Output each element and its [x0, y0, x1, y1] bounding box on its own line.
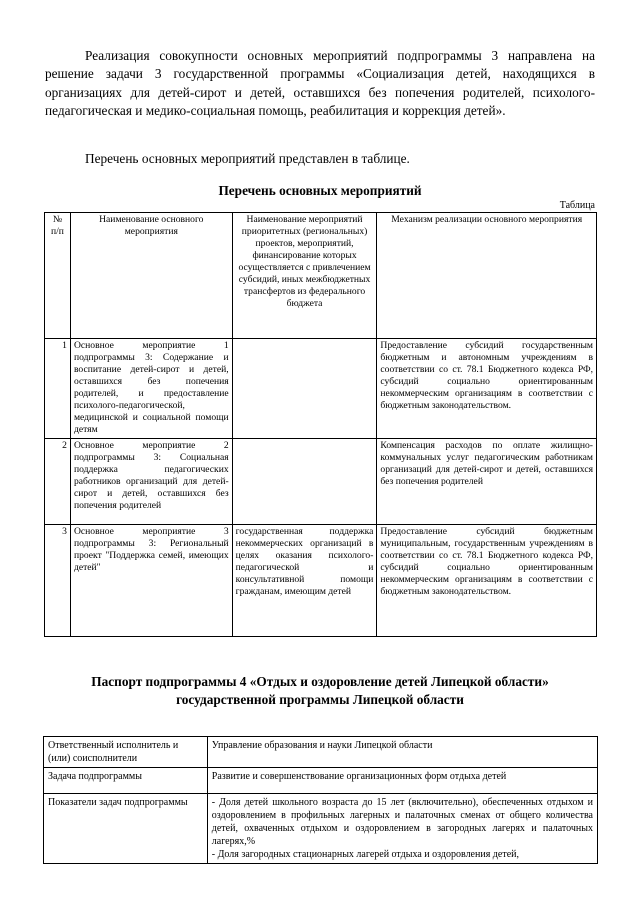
passport-row-label: Задача подпрограммы: [44, 768, 208, 794]
passport-row: [44, 768, 598, 794]
row-num: 1: [45, 339, 71, 439]
row-projects: [232, 339, 377, 439]
row-projects: государственная поддержка некоммерческих организаций в целях оказания психолого-педагогической и консультативной помощи гражданам, имеющим детей: [232, 525, 377, 637]
table-header-row: [45, 213, 597, 339]
intro-paragraph: Реализация совокупности основных мероприятий подпрограммы 3 направлена на решение задачи 3 государственной программы «Социализация детей, находящихся в организациях для детей-сирот и детей, оставшихся без попечения родителей, психолого-педагогическая и медико-социальная помощь, реабилитация и коррекция детей».: [45, 48, 595, 118]
row-name: Основное мероприятие 3 подпрограммы 3: Региональный проект "Поддержка семей, имеющих детей": [70, 525, 232, 637]
passport-row-value: Развитие и совершенствование организационных форм отдыха детей: [207, 768, 597, 794]
intro-paragraph-table-ref: Перечень основных мероприятий представлен в таблице.: [85, 151, 410, 166]
row-num: 2: [45, 439, 71, 525]
table-row: [45, 339, 597, 439]
row-mechanism: Компенсация расходов по оплате жилищно-коммунальных услуг педагогическим работникам организаций для детей-сирот и детей, оставшихся без попечения родителей: [377, 439, 597, 525]
passport-row: [44, 794, 598, 864]
header-projects: Наименование мероприятий приоритетных (региональных) проектов, мероприятий, финансирование которых осуществляется с привлечением субсидий, иных межбюджетных трансфертов из федерального бюджета: [232, 213, 377, 339]
passport-title: Паспорт подпрограммы 4 «Отдых и оздоровление детей Липецкой области»: [91, 674, 549, 689]
table-row: [45, 525, 597, 637]
passport-subtitle: государственной программы Липецкой области: [176, 692, 464, 707]
row-mechanism: Предоставление субсидий государственным бюджетным и автономным учреждениям в соответствии со ст. 78.1 Бюджетного кодекса РФ, субсидий социально ориентированным некоммерческим организациям в соответствии с бюджетным законодательством.: [377, 339, 597, 439]
row-projects: [232, 439, 377, 525]
table-label: Таблица: [559, 200, 595, 211]
passport-row: [44, 737, 598, 768]
header-num: № п/п: [45, 213, 71, 339]
table-row: [45, 439, 597, 525]
passport-row-value: - Доля детей школьного возраста до 15 лет (включительно), обеспеченных отдыхом и оздоровлением в профильных лагерных и палаточных сменах от общего количества детей, охваченных отдыхом и оздоровлением в загородных лагерях и палаточных лагерях,% - Доля загородных стационарных лагерей отдыха и оздоровления детей,: [207, 794, 597, 864]
row-name: Основное мероприятие 2 подпрограммы 3: Социальная поддержка педагогических работников организаций для детей-сирот и детей, оставшихся без попечения родителей: [70, 439, 232, 525]
row-num: 3: [45, 525, 71, 637]
row-mechanism: Предоставление субсидий бюджетным муниципальным, государственным учреждениям в соответствии со ст. 78.1 Бюджетного кодекса РФ, субсидий социально ориентированным некоммерческим организациям в соответствии с бюджетным законодательством.: [377, 525, 597, 637]
header-name: Наименование основного мероприятия: [70, 213, 232, 339]
header-mechanism: Механизм реализации основного мероприятия: [377, 213, 597, 339]
row-name: Основное мероприятие 1 подпрограммы 3: Содержание и воспитание детей-сирот и детей, оставшихся без попечения родителей, и предоставление психолого-педагогической, медицинской и социальной помощи детям: [70, 339, 232, 439]
activities-table: [44, 212, 597, 637]
table-title: Перечень основных мероприятий: [218, 183, 422, 198]
passport-row-label: Ответственный исполнитель и (или) соисполнители: [44, 737, 208, 768]
passport-row-label: Показатели задач подпрограммы: [44, 794, 208, 864]
passport-table: [43, 736, 598, 864]
passport-row-value: Управление образования и науки Липецкой области: [207, 737, 597, 768]
